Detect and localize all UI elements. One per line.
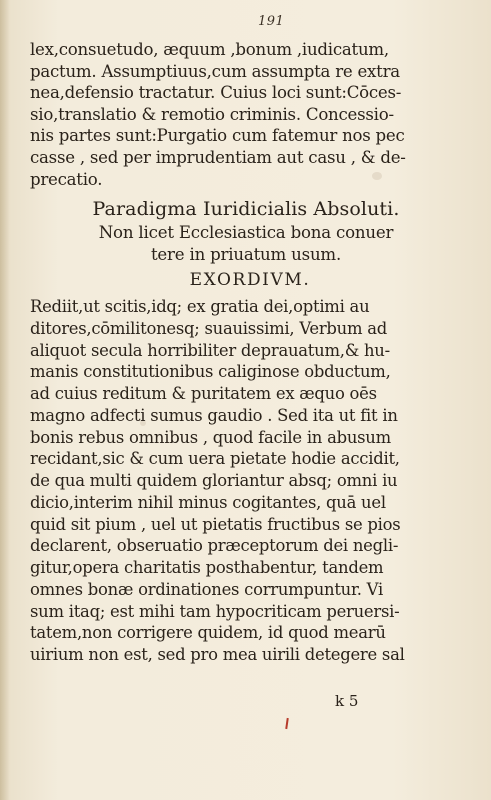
text-line: ditores,cōmilitonesq; suauissimi, Verbum ad — [30, 318, 387, 338]
text-line: recidant,sic & cum uera pietate hodie accidit, — [30, 449, 400, 469]
section-subheading: Non licet Ecclesiastica bona conuer — [98, 223, 394, 243]
text-line: nea,defensio tractatur. Cuius loci sunt:Cōces- — [30, 83, 402, 103]
signature-mark: k 5 — [335, 692, 359, 710]
text-line: pactum. Assumptiuus,cum assumpta re extra — [30, 61, 400, 81]
text-line: aliquot secula horribiliter deprauatum,& hu- — [30, 340, 390, 360]
text-line: Rediit,ut scitis,idq; ex gratia dei,optimi au — [30, 297, 370, 317]
text-line: nis partes sunt:Purgatio cum fatemur nos pec — [30, 126, 405, 146]
text-line: ad cuius reditum & puritatem ex æquo oēs — [30, 384, 377, 404]
text-line: casse , sed per imprudentiam aut casu , & de- — [30, 147, 406, 167]
text-line: magno adfecti sumus gaudio . Sed ita ut fit in — [30, 405, 398, 425]
section-heading: Paradigma Iuridicialis Absoluti. — [92, 198, 400, 221]
text-line: de qua multi quidem gloriantur absq; omni iu — [30, 471, 398, 491]
text-line: tatem,non corrigere quidem, id quod mearū — [30, 623, 386, 643]
text-line: sum itaq; est mihi tam hypocriticam peruersi- — [30, 601, 400, 621]
text-line: sio,translatio & remotio criminis. Concessio- — [30, 104, 394, 124]
body-text — [30, 296, 462, 666]
exordium-heading: EXORDIVM. — [189, 270, 311, 291]
page-gutter-shadow — [0, 0, 10, 800]
section-subheading: tere in priuatum usum. — [150, 245, 342, 265]
text-line: uirium non est, sed pro mea uirili detegere sal — [30, 645, 405, 665]
text-line: quid sit pium , uel ut pietatis fructibus se pios — [30, 514, 401, 534]
text-line: omnes bonæ ordinationes corrumpuntur. Vi — [30, 579, 383, 599]
text-line: dicio,interim nihil minus cogitantes, quā uel — [30, 492, 386, 512]
page-number: 191 — [258, 14, 285, 29]
text-line: manis constitutionibus caliginose obductum, — [30, 362, 391, 382]
text-line: declarent, obseruatio præceptorum dei negli- — [30, 536, 399, 556]
text-line: gitur,opera charitatis posthabentur, tandem — [30, 558, 384, 578]
text-line: precatio. — [30, 169, 103, 189]
ink-mark — [285, 718, 289, 729]
text-line: bonis rebus omnibus , quod facile in abusum — [30, 427, 391, 447]
text-line: lex,consuetudo, æquum ,bonum ,iudicatum, — [30, 40, 389, 59]
text-block — [30, 39, 462, 666]
